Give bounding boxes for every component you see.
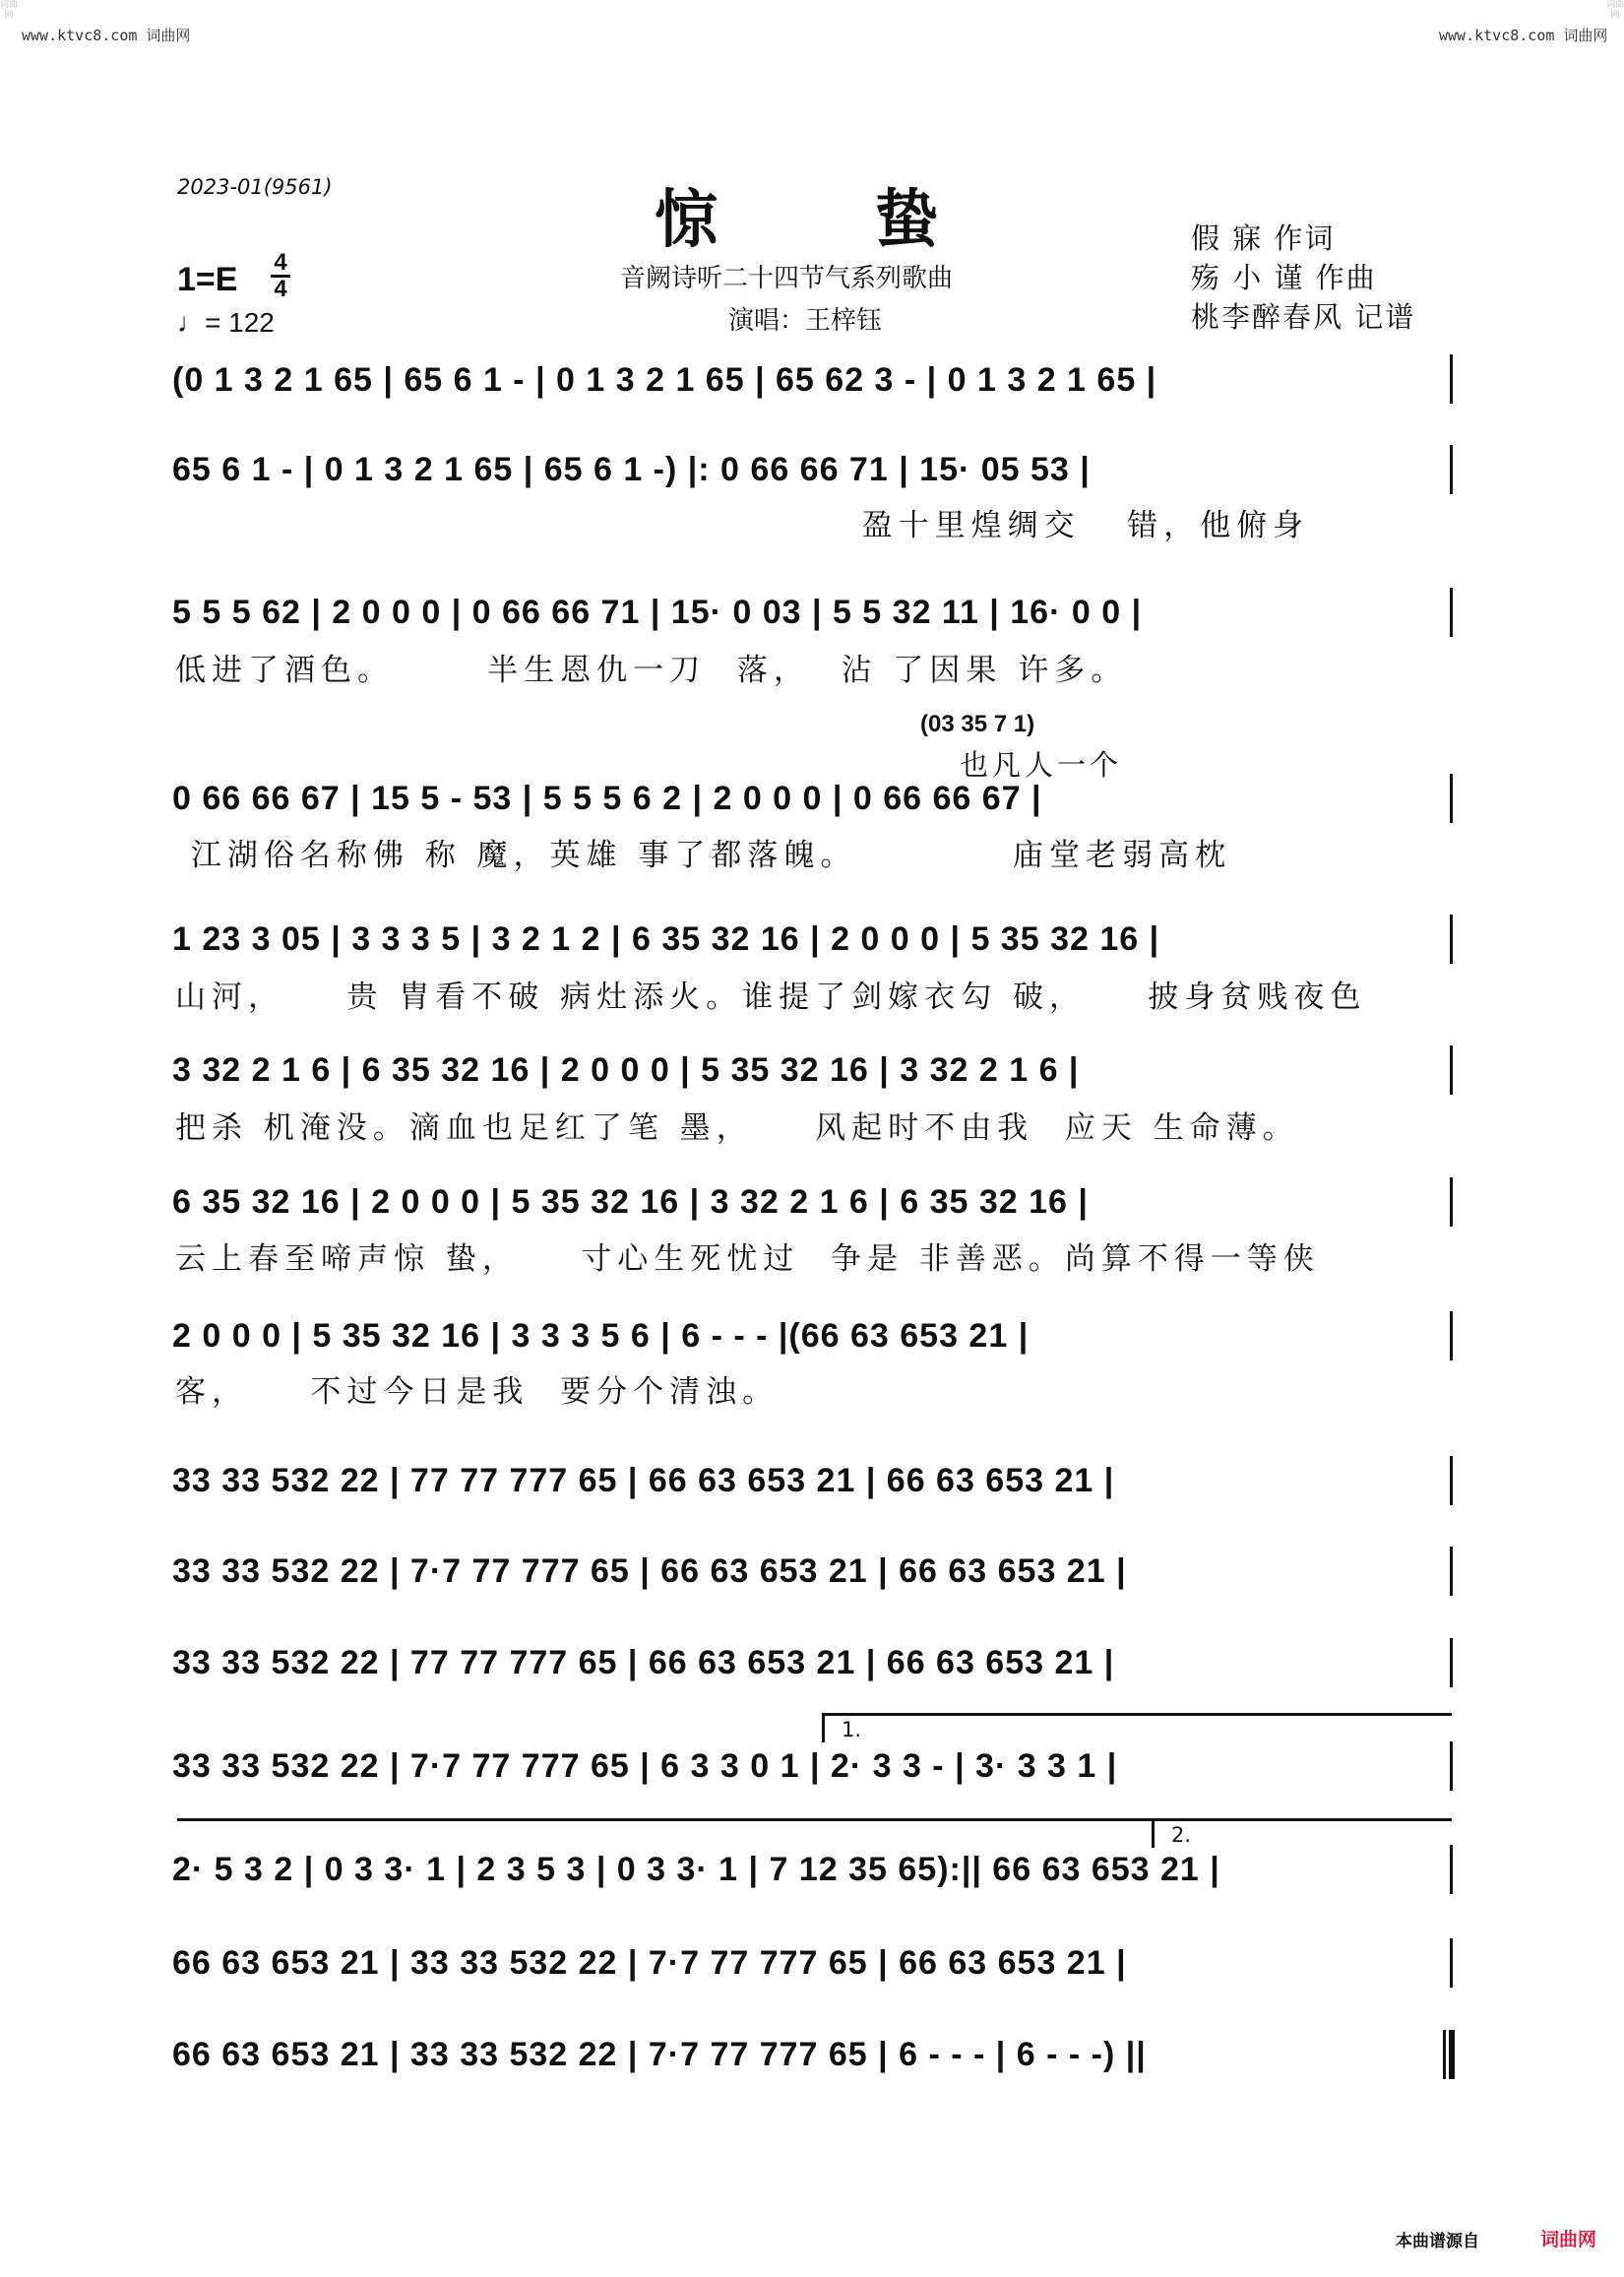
notation-system-10: 33 33 532 22 | 7·7 77 777 65 | 66 63 653 21 | 66 63 653 21 | — [172, 1552, 1127, 1590]
watermark-right: www.ktvc8.com 词曲网 — [1439, 27, 1608, 44]
volta-bracket-1-hook — [822, 1713, 825, 1742]
notation-system-15: 66 63 653 21 | 33 33 532 22 | 7·7 77 777 65 | 6 - - - | 6 - - -) || — [172, 2036, 1147, 2073]
lyrics-system-3: 低进了酒色。 半生恩仇一刀 落， 沾 了因果 许多。 — [175, 653, 1128, 688]
lyrics-system-2: 盈十里煌绸交 错，他俯身 — [175, 508, 1310, 543]
lyrics-system-6: 把杀 机淹没。滴血也足红了笔 墨， 风起时不由我 应天 生命薄。 — [175, 1110, 1299, 1146]
system-end-barline — [1450, 445, 1453, 494]
notation-system-12: 33 33 532 22 | 7·7 77 777 65 | 6 3 3 0 1 | 2· 3 3 - | 3· 3 3 1 | — [172, 1747, 1118, 1785]
system-end-barline — [1450, 774, 1453, 823]
time-signature-bottom: 4 — [274, 276, 287, 302]
notation-system-9: 33 33 532 22 | 77 77 777 65 | 66 63 653 21 | 66 63 653 21 | — [172, 1462, 1115, 1499]
volta-ending-2: 2. — [1171, 1823, 1192, 1847]
notation-system-5: 1 23 3 05 | 3 3 3 5 | 3 2 1 2 | 6 35 32 16 | 2 0 0 0 | 5 35 32 16 | — [172, 920, 1160, 958]
lyrics-system-7: 云上春至啼声惊 蛰， 寸心生死忧过 争是 非善恶。尚算不得一等侠 — [175, 1241, 1320, 1277]
system-end-barline — [1450, 1638, 1453, 1687]
system-end-barline — [1450, 354, 1453, 404]
footer-source: 本曲谱源自 — [1396, 2232, 1479, 2251]
system-end-barline — [1450, 1045, 1453, 1095]
system-end-barline — [1450, 1938, 1453, 1988]
system-end-barline — [1450, 1311, 1453, 1360]
volta-bracket-1 — [822, 1713, 1452, 1716]
song-singer: 演唱：王梓钰 — [728, 306, 883, 336]
notation-system-8: 2 0 0 0 | 5 35 32 16 | 3 3 3 5 6 | 6 - - - |(66 63 653 21 | — [172, 1317, 1030, 1355]
watermark-left: www.ktvc8.com 词曲网 — [22, 27, 191, 44]
system-end-barline — [1450, 915, 1453, 964]
transcriber-credit: 桃李醉春风 记谱 — [1191, 300, 1416, 334]
key-signature: 1=E — [177, 261, 238, 298]
notation-system-11: 33 33 532 22 | 77 77 777 65 | 66 63 653 21 | 66 63 653 21 | — [172, 1644, 1115, 1681]
final-barline-thin — [1443, 2030, 1446, 2079]
tempo-marking: ♩= 122 — [177, 307, 275, 338]
time-signature — [271, 251, 290, 301]
notation-system-13: 2· 5 3 2 | 0 3 3· 1 | 2 3 5 3 | 0 3 3· 1 | 7 12 35 65):|| 66 63 653 21 | — [172, 1851, 1220, 1888]
notation-system-14: 66 63 653 21 | 33 33 532 22 | 7·7 77 777 65 | 66 63 653 21 | — [172, 1944, 1127, 1982]
side-text: 词曲网 — [1606, 0, 1624, 21]
notation-system-7: 6 35 32 16 | 2 0 0 0 | 5 35 32 16 | 3 32 2 1 6 | 6 35 32 16 | — [172, 1183, 1089, 1221]
footer-site-link[interactable]: 词曲网 — [1540, 2229, 1597, 2250]
cue-lyrics: 也凡人一个 — [960, 748, 1123, 782]
notation-system-6: 3 32 2 1 6 | 6 35 32 16 | 2 0 0 0 | 5 35 32 16 | 3 32 2 1 6 | — [172, 1051, 1080, 1089]
volta-bracket-2-hook — [1152, 1818, 1155, 1848]
final-barline-thick — [1449, 2030, 1455, 2079]
notation-system-4: 0 66 66 67 | 15 5 - 53 | 5 5 5 6 2 | 2 0 0 0 | 0 66 66 67 | — [172, 780, 1042, 817]
lyricist-credit: 假 寐 作词 — [1191, 221, 1336, 255]
lyrics-system-4: 江湖俗名称佛 称 魔，英雄 事了都落魄。 庙堂老弱高枕 — [175, 838, 1231, 873]
song-subtitle: 音阙诗听二十四节气系列歌曲 — [620, 264, 954, 293]
system-end-barline — [1450, 1741, 1453, 1791]
time-signature-top: 4 — [274, 249, 287, 276]
side-text: 词曲网 — [0, 0, 19, 21]
volta-bracket-2 — [1152, 1818, 1452, 1821]
left-side-strip — [0, 0, 18, 2277]
system-end-barline — [1450, 1456, 1453, 1505]
cue-notes: (03 35 7 1) — [920, 711, 1035, 737]
right-side-strip — [1606, 0, 1624, 2277]
lyrics-system-5: 山河， 贵 胄看不破 病灶添火。谁提了剑嫁衣勾 破， 披身贫贱夜色 — [175, 980, 1367, 1015]
volta-ending-1: 1. — [842, 1718, 862, 1741]
notation-system-3: 5 5 5 62 | 2 0 0 0 | 0 66 66 71 | 15· 0 03 | 5 5 32 11 | 16· 0 0 | — [172, 594, 1143, 631]
song-code: 2023-01(9561) — [177, 175, 333, 199]
composer-credit: 殇 小 谨 作曲 — [1191, 261, 1377, 294]
lyrics-system-8: 客， 不过今日是我 要分个清浊。 — [175, 1374, 780, 1410]
notation-system-1: (0 1 3 2 1 65 | 65 6 1 - | 0 1 3 2 1 65 | 65 62 3 - | 0 1 3 2 1 65 | — [172, 361, 1157, 399]
notation-system-2: 65 6 1 - | 0 1 3 2 1 65 | 65 6 1 -) |: 0 66 66 71 | 15· 05 53 | — [172, 451, 1091, 488]
volta-bracket-1-continued — [177, 1818, 1152, 1821]
system-end-barline — [1450, 1177, 1453, 1227]
system-end-barline — [1450, 1845, 1453, 1894]
system-end-barline — [1450, 1547, 1453, 1596]
system-end-barline — [1450, 588, 1453, 637]
song-title: 惊蛰 — [655, 184, 1095, 257]
